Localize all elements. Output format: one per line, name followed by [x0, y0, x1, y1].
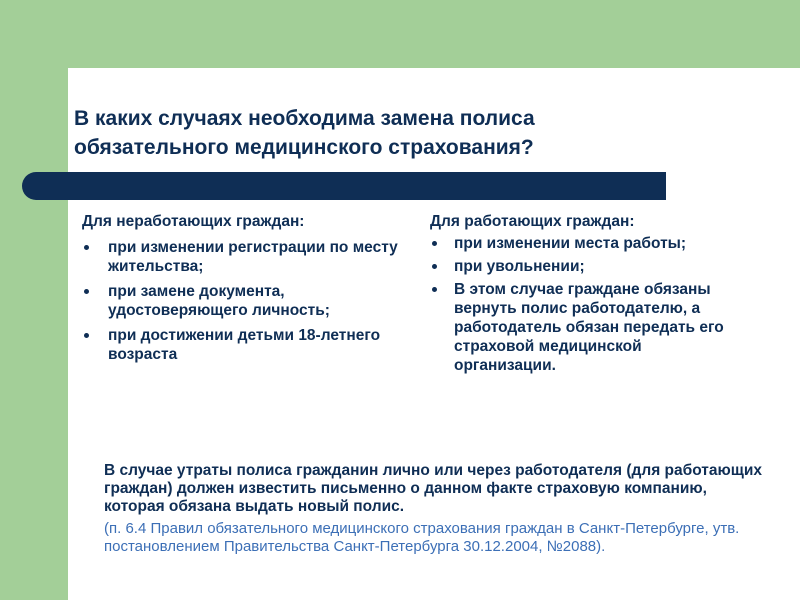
bullet-icon	[432, 287, 437, 292]
right-column	[430, 212, 730, 379]
list-item-text: при изменении места работы;	[454, 235, 687, 252]
left-bullet-list	[82, 238, 400, 364]
bullet-icon	[84, 289, 89, 294]
right-bullet-list	[430, 234, 730, 375]
list-item	[430, 280, 730, 375]
list-item	[82, 326, 400, 364]
legal-reference-text: (п. 6.4 Правил обязательного медицинского страхования граждан в Санкт-Петербурге, утв. постановлением Правительства Санкт-Петербурга 30.12.2004, №2088).	[104, 520, 740, 555]
decor-band-left	[0, 0, 68, 600]
list-item	[82, 282, 400, 320]
bullet-icon	[432, 264, 437, 269]
list-item-text: при изменении регистрации по месту жительства;	[108, 239, 398, 275]
decor-band-top	[0, 0, 800, 68]
bullet-icon	[432, 241, 437, 246]
list-item	[430, 257, 730, 276]
slide-title: В каких случаях необходима замена полиса обязательного медицинского страхования?	[74, 107, 535, 159]
list-item	[430, 234, 730, 253]
left-column	[82, 212, 400, 370]
list-item-text: при замене документа, удостоверяющего личность;	[108, 283, 330, 319]
bullet-icon	[84, 333, 89, 338]
right-column-heading: Для работающих граждан:	[430, 213, 635, 230]
title-divider-bar	[22, 172, 666, 200]
list-item	[82, 238, 400, 276]
list-item-text: В этом случае граждане обязаны вернуть полис работодателю, а работодатель обязан передать его страховой медицинской организации.	[454, 281, 724, 374]
loss-notice-text: В случае утраты полиса гражданин лично или через работодателя (для работающих граждан) должен известить письменно о данном факте страховую компанию, которая обязана выдать новый полис.	[104, 462, 762, 515]
list-item-text: при увольнении;	[454, 258, 585, 275]
left-column-heading: Для неработающих граждан:	[82, 213, 305, 230]
bullet-icon	[84, 245, 89, 250]
list-item-text: при достижении детьми 18-летнего возраста	[108, 327, 381, 363]
